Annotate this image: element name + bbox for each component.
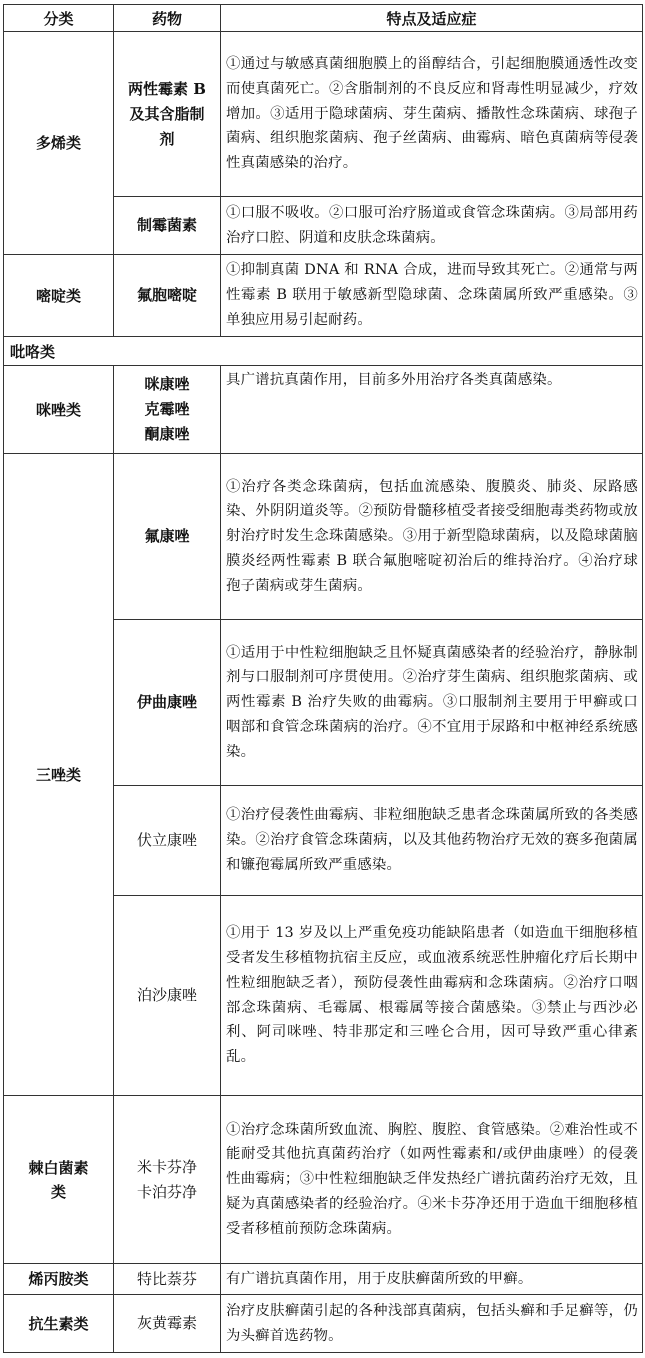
header-drug: 药物 xyxy=(114,5,221,32)
drug-name-line: 制霉菌素 xyxy=(136,216,197,234)
drug-name-cell xyxy=(114,366,221,454)
drug-name-line: 泊沙康唑 xyxy=(136,986,197,1004)
drug-name-cell xyxy=(114,1264,221,1295)
drug-name-cell xyxy=(114,32,221,197)
category-cell xyxy=(4,1096,114,1264)
features-cell: ①口服不吸收。②口服可治疗肠道或食管念珠菌病。③局部用药治疗口腔、阴道和皮肤念珠菌病。 xyxy=(221,197,643,255)
category-cell: 咪唑类 xyxy=(4,366,114,454)
features-cell: ①治疗各类念珠菌病，包括血流感染、腹膜炎、肺炎、尿路感染、外阴阴道炎等。②预防骨髓移植受者接受细胞毒类药物或放射治疗时发生念珠菌感染。③用于新型隐球菌病，以及隐球菌脑膜炎经两性霉素 B 联合氟胞嘧啶初治后的维持治疗。④治疗球孢子菌病或芽生菌病。 xyxy=(221,454,643,620)
table-row xyxy=(4,32,643,197)
drug-name-line: 咪康唑 xyxy=(144,375,190,393)
category-line: 棘白菌素 xyxy=(28,1158,89,1177)
drug-name-line: 伊曲康唑 xyxy=(136,693,197,711)
drug-name-line: 两性霉素 B xyxy=(128,79,206,98)
drug-name-line: 伏立康唑 xyxy=(136,831,197,849)
features-cell: ①治疗侵袭性曲霉病、非粒细胞缺乏患者念珠菌属所致的各类感染。②治疗食管念珠菌病，以及其他药物治疗无效的赛多孢菌属和镰孢霉属所致严重感染。 xyxy=(221,786,643,896)
category-cell: 三唑类 xyxy=(4,454,114,1096)
drug-name-line: 灰黄霉素 xyxy=(136,1314,197,1332)
features-cell: 具广谱抗真菌作用，目前多外用治疗各类真菌感染。 xyxy=(221,366,643,454)
header-features: 特点及适应症 xyxy=(221,5,643,32)
drug-name-line: 特比萘芬 xyxy=(136,1269,197,1288)
table-row xyxy=(4,366,643,454)
drug-name-cell xyxy=(114,255,221,337)
table-header-row xyxy=(4,5,643,32)
drug-name-cell xyxy=(114,197,221,255)
drug-name-cell xyxy=(114,1295,221,1353)
drug-name-cell xyxy=(114,1096,221,1264)
category-cell: 嘧啶类 xyxy=(4,255,114,337)
section-title: 吡咯类 xyxy=(4,337,643,366)
features-cell: 治疗皮肤癣菌引起的各种浅部真菌病，包括头癣和手足癣等，仍为头癣首选药物。 xyxy=(221,1295,643,1353)
features-cell: ①适用于中性粒细胞缺乏且怀疑真菌感染者的经验治疗，静脉制剂与口服制剂可序贯使用。②治疗芽生菌病、组织胞浆菌病、或两性霉素 B 治疗失败的曲霉病。③口服制剂主要用于甲癣或口咽部和食管念珠菌病的治疗。④不宜用于尿路和中枢神经系统感染。 xyxy=(221,620,643,786)
drug-name-line: 及其含脂制 xyxy=(129,104,205,123)
table-row xyxy=(4,1264,643,1295)
drug-name-line: 氟胞嘧啶 xyxy=(136,286,197,304)
drug-name-line: 氟康唑 xyxy=(144,527,190,545)
category-cell: 抗生素类 xyxy=(4,1295,114,1353)
drug-name-line: 克霉唑 xyxy=(144,400,190,418)
table-row xyxy=(4,454,643,620)
features-cell: ①用于 13 岁及以上严重免疫功能缺陷患者（如造血干细胞移植受者发生移植物抗宿主反应，或血液系统恶性肿瘤化疗后长期中性粒细胞缺乏者），预防侵袭性曲霉病和念珠菌病。②治疗口咽部念珠菌病、毛霉属、根霉属等接合菌感染。③禁止与西沙必利、阿司咪唑、特非那定和三唑仑合用，因可导致严重心律紊乱。 xyxy=(221,896,643,1096)
section-row xyxy=(4,337,643,366)
features-cell: ①抑制真菌 DNA 和 RNA 合成，进而导致其死亡。②通常与两性霉素 B 联用于敏感新型隐球菌、念珠菌属所致严重感染。③单独应用易引起耐药。 xyxy=(221,255,643,337)
antifungal-drug-table xyxy=(3,4,643,1353)
features-cell: ①通过与敏感真菌细胞膜上的甾醇结合，引起细胞膜通透性改变而使真菌死亡。②含脂制剂的不良反应和肾毒性明显减少，疗效增加。③适用于隐球菌病、芽生菌病、播散性念珠菌病、球孢子菌病、组织胞浆菌病、孢子丝菌病、曲霉病、暗色真菌病等侵袭性真菌感染的治疗。 xyxy=(221,32,643,197)
table-row xyxy=(4,255,643,337)
drug-name-cell xyxy=(114,896,221,1096)
drug-name-line: 卡泊芬净 xyxy=(136,1182,197,1201)
drug-name-line: 剂 xyxy=(159,129,175,148)
drug-name-cell xyxy=(114,454,221,620)
drug-name-line: 米卡芬净 xyxy=(136,1157,197,1176)
drug-name-line: 酮康唑 xyxy=(144,425,190,443)
table-row xyxy=(4,1096,643,1264)
table-row xyxy=(4,1295,643,1353)
category-line: 类 xyxy=(50,1182,66,1201)
header-category: 分类 xyxy=(4,5,114,32)
features-cell: ①治疗念珠菌所致血流、胸腔、腹腔、食管感染。②难治性或不能耐受其他抗真菌药治疗（如两性霉素和/或伊曲康唑）的侵袭性曲霉病；③中性粒细胞缺乏伴发热经广谱抗菌药治疗无效，且疑为真菌感染者的经验治疗。④米卡芬净还用于造血干细胞移植受者移植前预防念珠菌病。 xyxy=(221,1096,643,1264)
category-cell: 多烯类 xyxy=(4,32,114,255)
drug-name-cell xyxy=(114,786,221,896)
category-cell: 烯丙胺类 xyxy=(4,1264,114,1295)
features-cell: 有广谱抗真菌作用，用于皮肤癣菌所致的甲癣。 xyxy=(221,1264,643,1295)
drug-name-cell xyxy=(114,620,221,786)
